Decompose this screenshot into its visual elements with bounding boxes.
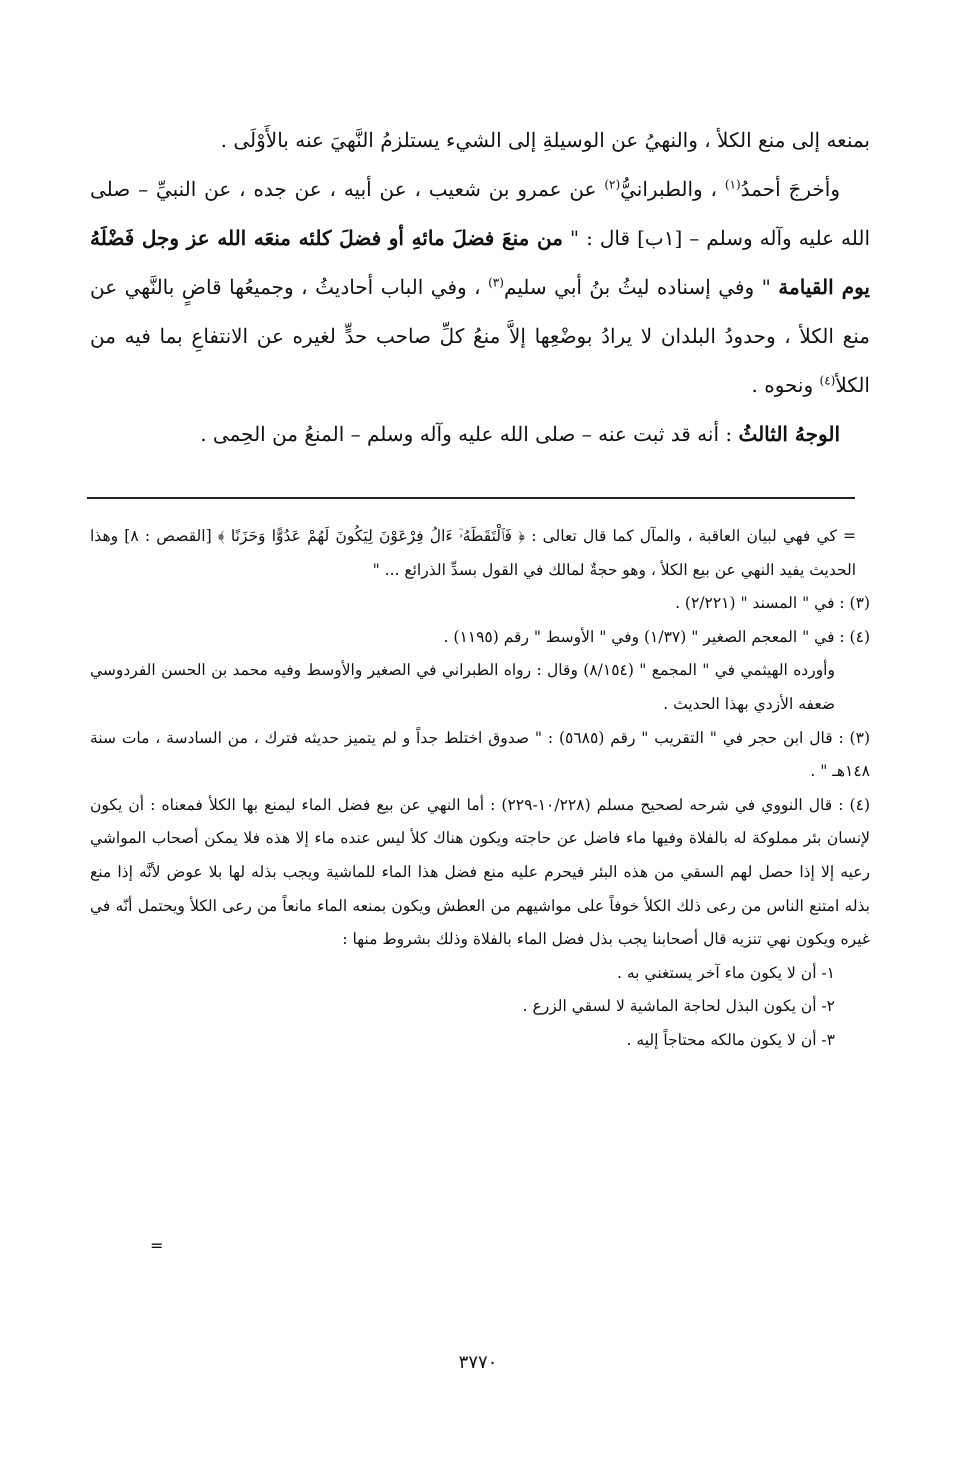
footnote-4a-continued: وأورده الهيثمي في " المجمع " (٨/١٥٤) وقال : رواه الطبراني في الصغير والأوسط وفيه محمد بن الحسن الفردوسي ضعفه الأزدي بهذا الحديث .	[90, 661, 835, 713]
condition-item-3: ٣- أن لا يكون مالكه محتاجاً إليه .	[626, 1030, 835, 1049]
footnote-4b: (٤) : قال النووي في شرحه لصحيح مسلم (١٠/٢٢٨-٢٢٩) : أما النهي عن بيع فضل الماء ليمنع بها الكلأ فمعناه : أن يكون لإنسان بئر مملوكة له بالفلاة وفيها ماء فاضل عن حاجته ويكون هناك كلأ ليس عنده ماء إلا هذه فلا يمكن أصحاب المواشي رعيه إلا إذا حصل لهم السقي من هذه البئر فيحرم عليه منع فضل هذا الماء للماشية ويجب بذله لها بلا عوض لأنَّه إذا منع بذله امتنع الناس من رعى ذلك الكلأ خوفاً على مواشيهم من العطش ويكون بمنعه الماء مانعاً من رعى الكلأ ويحتمل أنّه في غيره ويكون نهي تنزيه قال أصحابنا يجب بذل فضل الماء بالفلاة وذلك بشروط منها :	[90, 795, 870, 949]
page-number: ٣٧٧٠	[458, 1352, 498, 1373]
main-paragraph-2: وأخرجَ أحمدُ$^{(١)}$ ، والطبرانيُّ$^{(٢)}$ عن عمرو بن شعيب ، عن أبيه ، عن جده ، عن النبيِّ – صلى الله عليه وآله وسلم – [١ب] قال : " من منعَ فضلَ مائهِ أو فضلَ كلئه منعَه الله عز وجل فَضْلَهُ يوم القيامة " وفي إسناده ليثُ بنُ أبي سليم$^{(٣)}$ ، وفي الباب أحاديثُ ، وجميعُها قاضٍ بالنَّهي عن منع الكلأ ، وحدودُ البلدان لا يرادُ بوضْعِها إلاَّ منعُ كلِّ صاحب حدٍّ لغيره عن الانتفاعِ بما فيه من الكلأ$^{(٤)}$ ونحوه .	[90, 177, 871, 397]
section-heading: الوجهُ الثالثُ	[738, 422, 840, 446]
footnote-ref-3[interactable]: (٣)	[488, 275, 504, 290]
footnote-4a: (٤) : في " المعجم الصغير " (١/٣٧) وفي " الأوسط " رقم (١١٩٥) .	[443, 627, 870, 646]
footnote-ref-1[interactable]: (١)	[724, 177, 741, 192]
footnotes	[90, 520, 870, 1058]
footnote-3b: (٣) : قال ابن حجر في " التقريب " رقم (٥٦٨٥) : " صدوق اختلط جداً و لم يتميز حديثه فترك ، من السادسة ، مات سنة ١٤٨هـ " .	[90, 728, 870, 781]
hadith-text: من منعَ فضلَ مائهِ أو فضلَ كلئه منعَه الله عز وجل فَضْلَهُ يوم القيامة	[90, 226, 870, 299]
footnote-ref-4[interactable]: (٤)	[819, 373, 836, 388]
main-line-1: بمنعه إلى منع الكلأ ، والنهيُ عن الوسيلةِ إلى الشيء يستلزمُ النَّهيَ عنه بالأَوْلَى .	[220, 128, 870, 152]
footnote-3a: (٣) : في " المسند " (٢/٢٢١) .	[675, 594, 870, 613]
main-text	[90, 116, 870, 459]
condition-item-1: ١- أن لا يكون ماء آخر يستغني به .	[617, 963, 835, 982]
footnote-continuation: = كي فهي لبيان العاقبة ، والمآل كما قال تعالى : ﴿ فَٱلْتَقَطَهُۥٓ ءَالُ فِرْعَوْنَ لِيَكُونَ لَهُمْ عَدُوًّا وَحَزَنًا ﴾ [القصص : ٨] وهذا الحديث يفيد النهي عن بيع الكلأ ، وهو حجةٌ لمالك في القول بسدِّ الذرائع ... "	[90, 527, 856, 579]
condition-item-2: ٢- أن يكون البذل لحاجة الماشية لا لسقي الزرع .	[522, 997, 835, 1016]
footnote-separator	[87, 497, 855, 499]
main-paragraph-3: الوجهُ الثالثُ : أنه قد ثبت عنه – صلى الله عليه وآله وسلم – المنعُ من الحِمى .	[200, 422, 840, 446]
footnote-ref-2[interactable]: (٢)	[604, 177, 621, 192]
continuation-mark: =	[150, 1236, 164, 1255]
